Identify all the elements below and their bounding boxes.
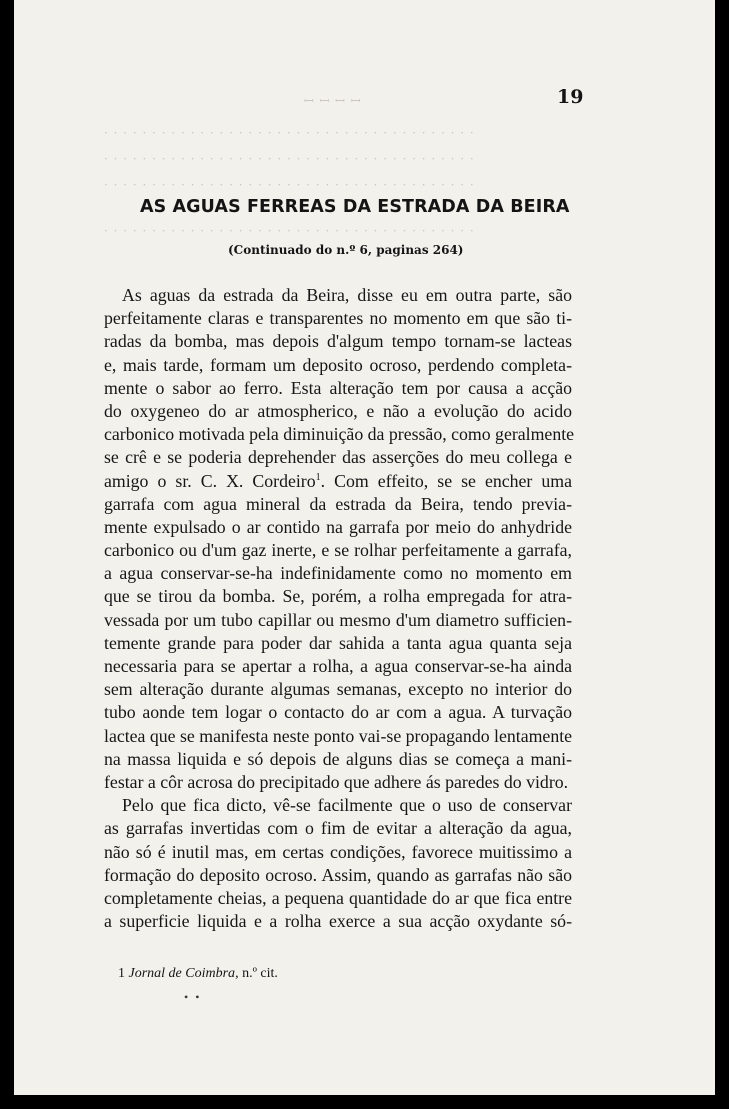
- show-through-text: · · · · · · · · · · · · · · · · · · · · · · · · · · · · · · · · · · · · · · ·: [104, 224, 475, 238]
- text-line: As aguas da estrada da Beira, disse eu em outra parte, são: [122, 285, 572, 305]
- text-line: sem alteração durante algumas semanas, excepto no interior do: [104, 679, 572, 700]
- show-through-text: · · · · · · · · · · · · · · · · · · · · · · · · · · · · · · · · · · · · · · ·: [104, 152, 475, 166]
- text-line: a agua conservar-se-ha indefinidamente como no momento em: [104, 563, 572, 584]
- text-line: não só é inutil mas, em certas condições, favorece muitissimo a: [104, 841, 572, 862]
- text-line: na massa liquida e só depois de alguns dias se começa a mani-: [104, 748, 572, 769]
- text-line: completamente cheias, a pequena quantidade do ar que fica entre: [104, 887, 572, 908]
- book-page: [14, 0, 715, 1095]
- text-line: carbonico motivada pela diminuição da pressão, como geralmente: [104, 424, 575, 445]
- footnote: [118, 966, 278, 982]
- show-through-text: · · · · · · · · · · · · · · · · · · · · · · · · · · · · · · · · · · · · · · ·: [104, 178, 475, 192]
- text-line: se crê e se poderia deprehender das asserções do meu collega e: [104, 447, 572, 468]
- show-through-text: · · · · · · · · · · · · · · · · · · · · · · · · · · · · · · · · · · · · · · ·: [104, 126, 475, 140]
- text-line: vessada por um tubo capillar ou mesmo d'um diametro sufficien-: [104, 609, 572, 630]
- text-line: e, mais tarde, formam um deposito ocroso, perdendo completa-: [104, 354, 572, 375]
- text-line: as garrafas invertidas com o fim de evitar a alteração da agua,: [104, 818, 572, 839]
- text-line: mente expulsado o ar contido na garrafa por meio do anhydride: [104, 516, 572, 537]
- text-line: a superficie liquida e a rolha exerce a sua acção oxydante só-: [104, 911, 572, 932]
- article-title: AS AGUAS FERREAS DA ESTRADA DA BEIRA: [140, 197, 570, 217]
- paragraph: [104, 794, 572, 933]
- paragraph: [104, 284, 575, 794]
- footnote-number: 1: [118, 966, 125, 981]
- text-line: festar a côr acrosa do precipitado que adhere ás paredes do vidro.: [104, 771, 569, 792]
- text-line: carbonico ou d'um gaz inerte, e se rolhar perfeitamente a garrafa,: [104, 540, 572, 561]
- text-line: garrafa com agua mineral da estrada da Beira, tendo previa-: [104, 493, 572, 514]
- text-line: mente o sabor ao ferro. Esta alteração tem por causa a acção: [104, 377, 572, 398]
- article-body: [104, 284, 575, 933]
- text-line: do oxygeneo do ar atmospherico, e não a evolução do acido: [104, 400, 572, 421]
- text-segment: . Com effeito, se se encher uma: [320, 470, 572, 491]
- footnote-source: Jornal de Coimbra: [128, 966, 236, 981]
- text-line: formação do deposito ocroso. Assim, quando as garrafas não são: [104, 864, 572, 885]
- page-number: 19: [557, 86, 584, 108]
- text-line: temente grande para poder dar sahida a tanta agua quanta seja: [104, 632, 572, 653]
- text-line: tubo aonde tem logar o contacto do ar com a agua. A turvação: [104, 702, 572, 723]
- article-subtitle: (Continuado do n.º 6, paginas 264): [228, 243, 464, 257]
- text-line: que se tirou da bomba. Se, porém, a rolha empregada for atra-: [104, 586, 572, 607]
- text-segment: amigo o sr. C. X. Cordeiro: [104, 470, 316, 491]
- text-line: perfeitamente claras e transparentes no momento em que são ti-: [104, 308, 572, 329]
- footnote-suffix: , n.º cit.: [235, 966, 278, 981]
- text-line-with-footnote: [104, 470, 572, 493]
- footnote-reference[interactable]: 1: [315, 471, 321, 483]
- show-through-header: ꟷ ꟷ ꟷ ꟷ: [304, 94, 362, 108]
- printer-mark: • •: [184, 990, 202, 1004]
- text-line: radas da bomba, mas depois d'algum tempo tornam-se lacteas: [104, 331, 572, 352]
- text-line: lactea que se manifesta neste ponto vai-se propagando lentamente: [104, 725, 573, 746]
- text-line: Pelo que fica dicto, vê-se facilmente que o uso de conservar: [122, 795, 572, 816]
- text-line: necessaria para se apertar a rolha, a agua conservar-se-ha ainda: [104, 656, 572, 676]
